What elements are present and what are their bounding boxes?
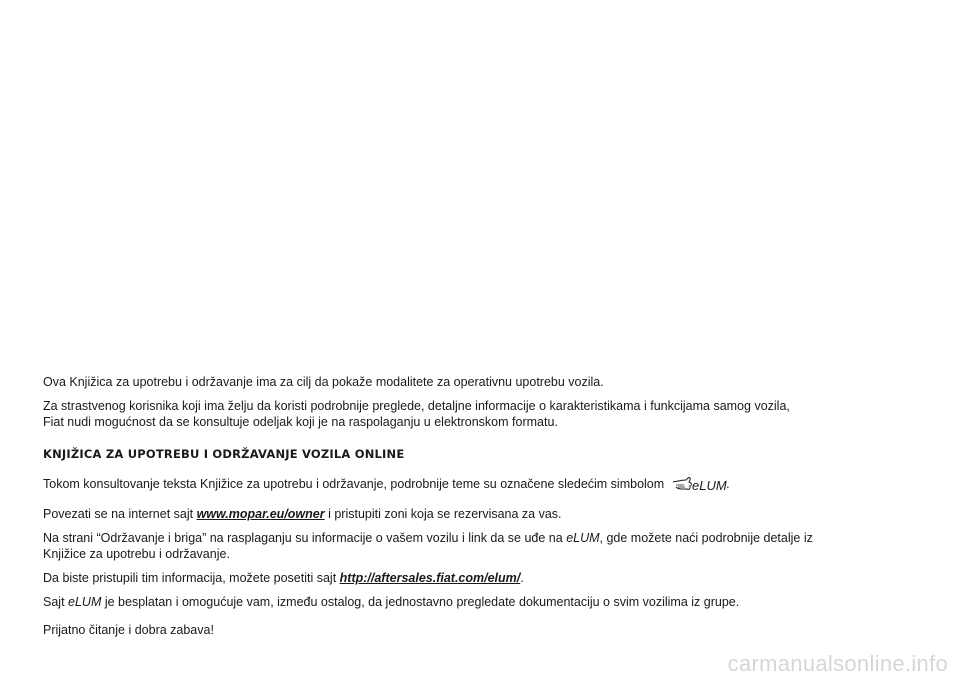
- watermark: carmanualsonline.info: [727, 651, 948, 676]
- intro-paragraph-1: Ova Knjižica za upotrebu i održavanje ima za cilj da pokaže modalitete za operativnu upotrebu vozila.: [43, 375, 604, 389]
- section-paragraph-1-text: Tokom konsultovanje teksta Knjižice za upotrebu i održavanje, podrobnije teme su označene sledećim simbolom: [43, 477, 665, 491]
- section-paragraph-4-before: Da biste pristupili tim informacija, možete posetiti sajt: [43, 571, 340, 585]
- closing-line: Prijatno čitanje i dobra zabava!: [43, 623, 214, 637]
- section-paragraph-4-after: .: [520, 571, 524, 585]
- section-paragraph-3-before: Na strani “Održavanje i briga” na rasplaganju su informacije o vašem vozilu i link da se uđe na: [43, 531, 567, 545]
- section-paragraph-2-before: Povezati se na internet sajt: [43, 507, 197, 521]
- elum-hand-icon: [672, 474, 727, 498]
- section-paragraph-2-after: i pristupiti zoni koja se rezervisana za vas.: [328, 507, 562, 521]
- section-paragraph-2: [43, 506, 923, 522]
- section-paragraph-3-line-2: Knjižice za upotrebu i održavanje.: [43, 547, 230, 561]
- section-paragraph-3-after: , gde možete naći podrobnije detalje iz: [599, 531, 813, 545]
- mopar-owner-link[interactable]: www.mopar.eu/owner: [196, 507, 325, 521]
- section-paragraph-3: [43, 530, 923, 562]
- elum-symbol-text: eLUM: [692, 478, 727, 493]
- section-paragraph-5-before: Sajt: [43, 595, 69, 609]
- elum-name-2: eLUM: [68, 595, 102, 609]
- intro-paragraph-2-line-2: Fiat nudi mogućnost da se konsultuje odeljak koji je na raspolaganju u elektronskom formatu.: [43, 415, 558, 429]
- intro-paragraph-2-line-1: Za strastvenog korisnika koji ima želju da koristi podrobnije preglede, detaljne informacije o karakteristikama i funkcijama samog vozila,: [43, 399, 790, 413]
- section-heading: KNJIŽICA ZA UPOTREBU I ODRŽAVANJE VOZILA ONLINE: [43, 447, 405, 461]
- section-paragraph-5: [43, 594, 923, 610]
- page-content: [43, 374, 923, 646]
- intro-paragraph-2: [43, 398, 923, 430]
- section-paragraph-1: [43, 474, 923, 498]
- elum-name: eLUM: [566, 531, 600, 545]
- section-paragraph-4: [43, 570, 923, 586]
- fiat-elum-link[interactable]: http://aftersales.fiat.com/elum/: [339, 571, 521, 585]
- section-paragraph-1-end: .: [726, 477, 730, 491]
- section-paragraph-5-after: je besplatan i omogućuje vam, između ostalog, da jednostavno pregledate dokumentaciju o svim vozilima iz grupe.: [101, 595, 740, 609]
